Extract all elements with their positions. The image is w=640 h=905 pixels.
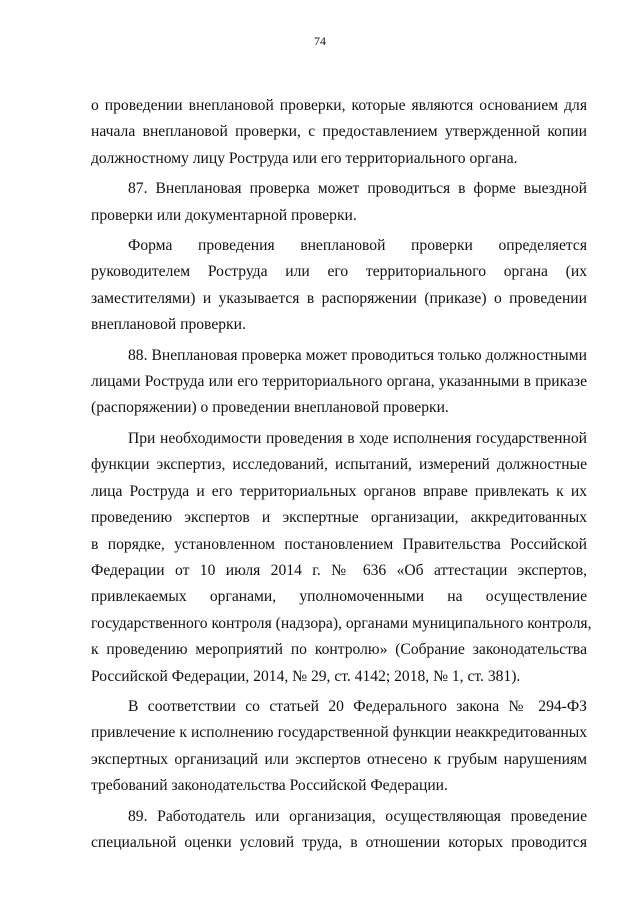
text-line: лицами Роструда или его территориального органа, указанными в приказе (91, 373, 587, 391)
document-body (91, 93, 592, 860)
text-line: лица Роструда и его территориальных органов вправе привлекать к их (91, 482, 587, 500)
paragraph (91, 93, 587, 172)
text-line: (распоряжении) о проведении внеплановой проверки. (91, 399, 449, 417)
text-line: государственного контроля (надзора), органами муниципального контроля, (91, 614, 592, 632)
text-line: специальной оценки условий труда, в отношении которых проводится (91, 833, 587, 851)
text-line: При необходимости проведения в ходе исполнения государственной (128, 429, 587, 447)
text-line: Форма проведения внеплановой проверки определяется (128, 237, 587, 255)
text-line: о проведении внеплановой проверки, которые являются основанием для (91, 97, 587, 114)
text-line: руководителем Роструда или его территориального органа (их (91, 263, 587, 281)
text-line: привлекаемых органами, уполномоченными на осуществление (91, 588, 587, 606)
text-line: Федерации от 10 июля 2014 г. № 636 «Об аттестации экспертов, (91, 561, 587, 579)
paragraph-89 (91, 804, 587, 857)
text-line: внеплановой проверки. (91, 316, 246, 334)
text-line: 89. Работодатель или организация, осуществляющая проведение (128, 807, 587, 825)
text-line: проведению экспертов и экспертные организации, аккредитованных (91, 509, 587, 527)
text-line: должностному лицу Роструда или его территориального органа. (91, 149, 518, 167)
text-line: 87. Внеплановая проверка может проводиться в форме выездной (128, 180, 587, 198)
paragraph-87 (91, 176, 587, 229)
text-line: проверки или документарной проверки. (91, 206, 357, 224)
text-line: экспертных организаций или экспертов отнесено к грубым нарушениям (91, 750, 587, 768)
text-line: начала внеплановой проверки, с предоставлением утвержденной копии (91, 123, 587, 141)
paragraph (91, 233, 587, 339)
text-line: в порядке, установленном постановлением Правительства Российской (91, 535, 587, 553)
text-line: к проведению мероприятий по контролю» (Собрание законодательства (91, 641, 587, 659)
text-line: 88. Внеплановая проверка может проводиться только должностными (128, 346, 587, 364)
text-line: заместителями) и указывается в распоряжении (приказе) о проведении (91, 289, 587, 307)
text-line: привлечение к исполнению государственной функции неаккредитованных (91, 724, 587, 742)
paragraph (91, 694, 587, 800)
paragraph (91, 426, 592, 690)
paragraph-88 (91, 343, 587, 422)
text-line: В соответствии со статьей 20 Федерального закона № 294-ФЗ (128, 697, 587, 715)
page-number: 74 (314, 34, 326, 48)
text-line: требований законодательства Российской Федерации. (91, 777, 448, 795)
text-line: Российской Федерации, 2014, № 29, ст. 4142; 2018, № 1, ст. 381). (91, 667, 521, 685)
text-line: функции экспертиз, исследований, испытаний, измерений должностные (91, 456, 587, 474)
